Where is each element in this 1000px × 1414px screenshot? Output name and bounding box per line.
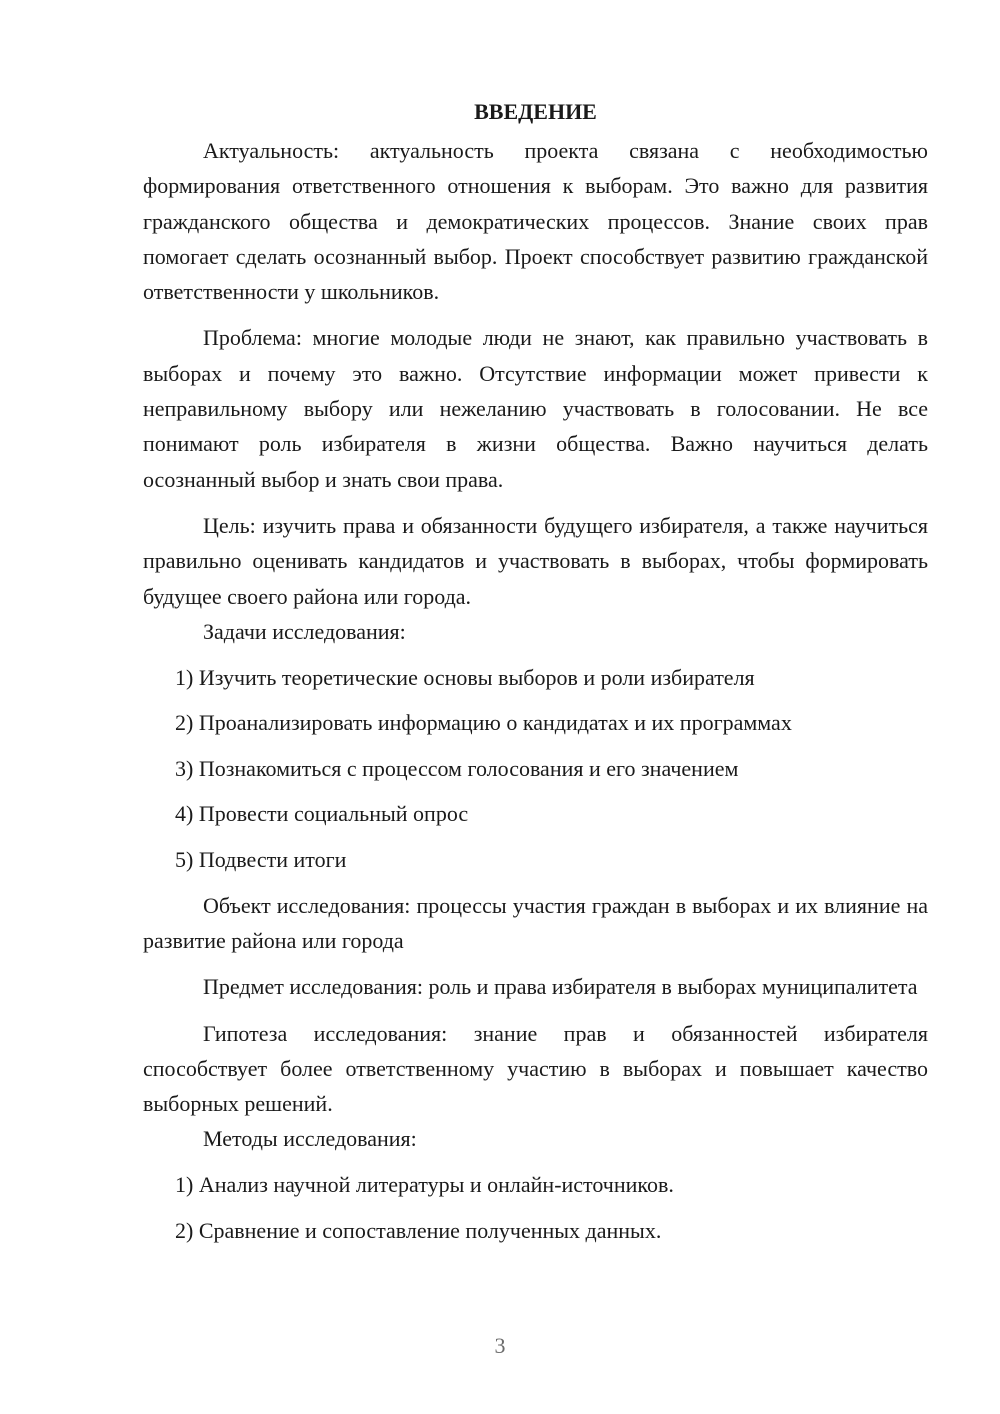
- subject-paragraph: Предмет исследования: роль и права избирателя в выборах муниципалитета: [203, 974, 918, 1000]
- list-item: 1) Анализ научной литературы и онлайн-источников.: [175, 1172, 674, 1198]
- methods-list: [143, 1167, 928, 1248]
- tasks-list: [143, 660, 928, 877]
- hypothesis-paragraph: Гипотеза исследования: знание прав и обязанностей избирателя способствует более ответственному участию в выборах и повышает качество выборных решений.: [143, 1020, 928, 1117]
- problem-paragraph: Проблема: многие молодые люди не знают, как правильно участвовать в выборах и почему это важно. Отсутствие информации может привести к неправильному выбору или нежеланию участвовать в голосовании. Не все понимают роль избирателя в жизни общества. Важно научиться делать осознанный выбор и знать свои права.: [143, 325, 928, 492]
- list-item: 5) Подвести итоги: [175, 846, 347, 872]
- list-item: 4) Провести социальный опрос: [175, 801, 469, 827]
- tasks-label: Задачи исследования:: [203, 618, 406, 644]
- object-paragraph: Объект исследования: процессы участия граждан в выборах и их влияние на развитие района или города: [143, 892, 928, 953]
- page-content: [143, 94, 928, 1248]
- relevance-paragraph: Актуальность: актуальность проекта связана с необходимостью формирования ответственного отношения к выборам. Это важно для развития гражданского общества и демократических процессов. Знание своих прав помогает сделать осознанный выбор. Проект способствует развитию гражданской ответственности у школьников.: [143, 138, 928, 305]
- section-title: ВВЕДЕНИЕ: [474, 99, 597, 124]
- page-number: 3: [494, 1333, 506, 1358]
- list-item: 2) Сравнение и сопоставление полученных данных.: [175, 1217, 662, 1243]
- goal-paragraph: Цель: изучить права и обязанности будущего избирателя, а также научиться правильно оценивать кандидатов и участвовать в выборах, чтобы формировать будущее своего района или города.: [143, 512, 928, 609]
- list-item: 3) Познакомиться с процессом голосования и его значением: [175, 755, 739, 781]
- list-item: 1) Изучить теоретические основы выборов и роли избирателя: [175, 664, 755, 690]
- methods-label: Методы исследования:: [203, 1126, 417, 1152]
- list-item: 2) Проанализировать информацию о кандидатах и их программах: [175, 710, 792, 736]
